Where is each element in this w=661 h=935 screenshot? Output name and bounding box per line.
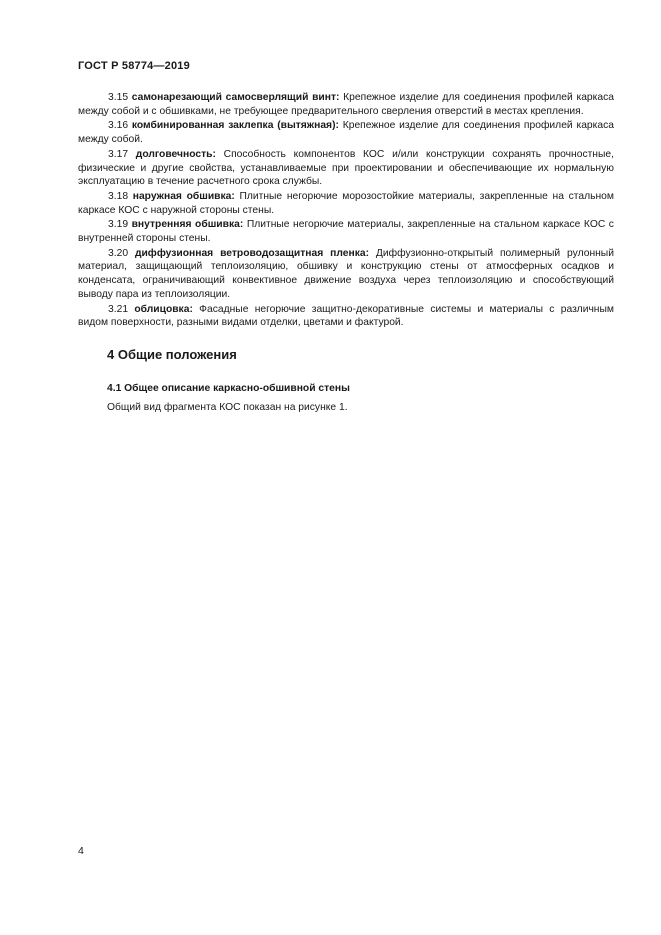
definition-text: Плитные негорючие материалы, закрепленные на стальном каркасе КОС с внутренней стороны стены. (78, 219, 614, 245)
definition-text: Крепежное изделие для соединения профилей каркаса между собой и с обшивками, не требующее предварительного сверления отверстий в местах крепления. (78, 92, 614, 117)
definition-number: 3.21 (108, 303, 129, 315)
document-header: ГОСТ Р 58774—2019 (78, 60, 190, 72)
definition-number: 3.18 (108, 190, 129, 202)
subsection-text: Общий вид фрагмента КОС показан на рисунке 1. (107, 402, 348, 413)
definitions-list (78, 91, 614, 331)
subsection-title: 4.1 Общее описание каркасно-обшивной стены (107, 383, 350, 394)
definition-term: долговечность: (135, 148, 216, 160)
definition-term: диффузионная ветроводозащитная пленка: (134, 247, 370, 259)
definition-text: Диффузионно-открытый полимерный рулонный материал, защищающий теплоизоляцию, обшивку и конструкцию стены от атмосферных осадков и конденсата, ограничивающий конвективное движение воздуха через теплоизоляцию и способствующий выводу пара из теплоизоляции. (78, 247, 614, 300)
definition-term: облицовка: (134, 303, 193, 315)
definition-number: 3.19 (108, 219, 129, 231)
definition-3-18 (78, 190, 614, 217)
definition-term: комбинированная заклепка (вытяжная): (131, 120, 339, 132)
definition-3-15 (78, 91, 614, 118)
definition-3-16 (78, 119, 614, 146)
definition-number: 3.17 (108, 148, 129, 160)
definition-number: 3.15 (108, 92, 129, 103)
definition-text: Крепежное изделие для соединения профилей каркаса между собой. (78, 120, 614, 146)
definition-text: Плитные негорючие морозостойкие материалы, закрепленные на стальном каркасе КОС с наружной стороны стены. (78, 190, 614, 216)
definition-3-20 (78, 247, 614, 302)
page-number: 4 (78, 845, 84, 857)
definition-text: Фасадные негорючие защитно-декоративные системы и материалы с различным видом поверхности, разными видами отделки, цветами и фактурой. (78, 303, 614, 329)
definition-number: 3.16 (108, 120, 129, 132)
definition-3-19 (78, 218, 614, 245)
definition-text: Способность компонентов КОС и/или конструкции сохранять прочностные, физические и другие свойства, устанавливаемые при проектировании и обеспечивающие их нормальную эксплуатацию в течение расчетного срока службы. (78, 148, 614, 188)
definition-number: 3.20 (108, 247, 129, 259)
definition-3-17 (78, 148, 614, 189)
definition-term: внутренняя обшивка: (131, 219, 244, 231)
definition-term: самонарезающий самосверлящий винт: (131, 92, 340, 103)
definition-term: наружная обшивка: (132, 190, 235, 202)
section-title: 4 Общие положения (107, 347, 237, 362)
definition-3-21 (78, 303, 614, 330)
